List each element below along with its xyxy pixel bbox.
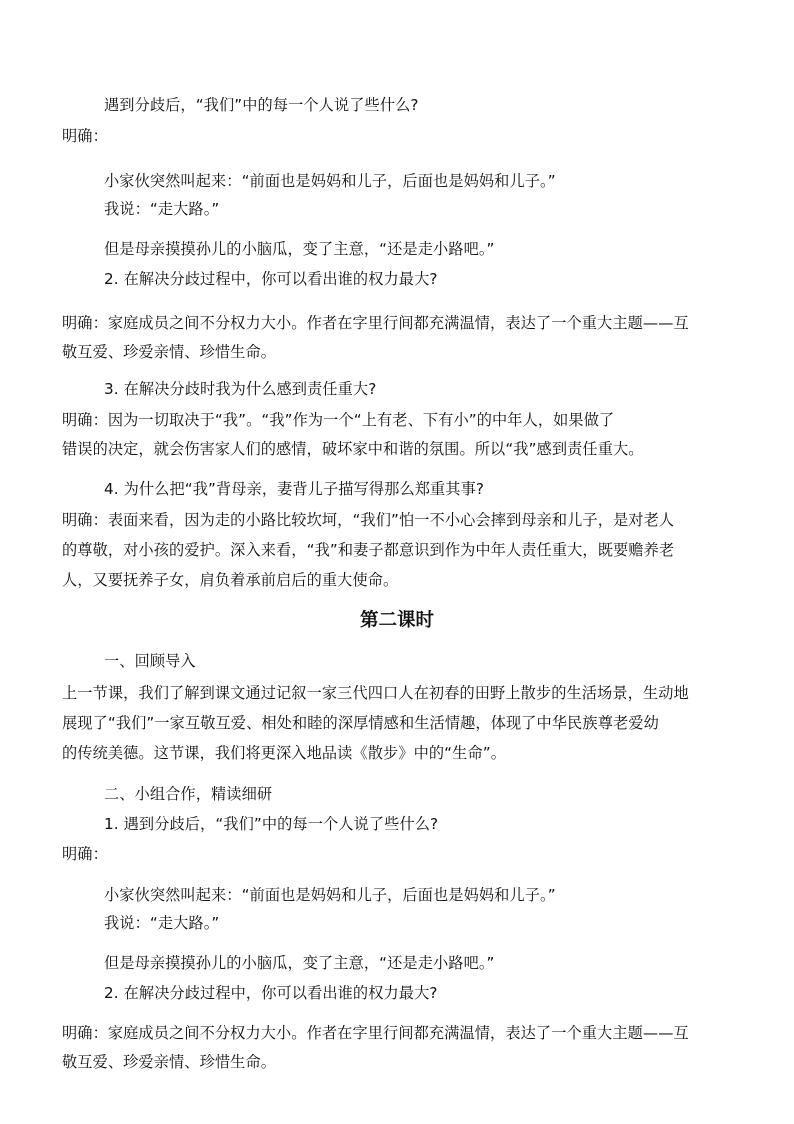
question-line: 1. 遇到分歧后，“我们”中的每一个人说了些什么? (104, 815, 439, 833)
answer-line: 明确：因为一切取决于“我”。“我”作为一个“上有老、下有小”的中年人，如果做了 (62, 411, 615, 429)
body-line: 的传统美德。这节课，我们将更深入地品读《散步》中的“生命”。 (62, 744, 506, 762)
body-line: 展现了“我们”一家互敬互爱、相处和睦的深厚情感和生活情趣，体现了中华民族尊老爱幼 (62, 714, 659, 732)
answer-line: 敬互爱、珍爱亲情、珍惜生命。 (62, 343, 277, 361)
quote-line: 但是母亲摸摸孙儿的小脑瓜，变了主意，“还是走小路吧。” (104, 954, 495, 972)
answer-line: 明确：家庭成员之间不分权力大小。作者在字里行间都充满温情，表达了一个重大主题——互 (62, 314, 689, 332)
answer-line: 错误的决定，就会伤害家人们的感情，破坏家中和谐的氛围。所以“我”感到责任重大。 (62, 440, 644, 458)
body-line: 上一节课，我们了解到课文通过记叙一家三代四口人在初春的田野上散步的生活场景，生动地 (62, 684, 689, 702)
answer-label: 明确： (62, 127, 108, 145)
quote-line: 但是母亲摸摸孙儿的小脑瓜，变了主意，“还是走小路吧。” (104, 240, 495, 258)
question-line: 遇到分歧后，“我们”中的每一个人说了些什么? (104, 96, 419, 114)
quote-line: 小家伙突然叫起来：“前面也是妈妈和儿子，后面也是妈妈和儿子。” (104, 886, 556, 904)
quote-line: 小家伙突然叫起来：“前面也是妈妈和儿子，后面也是妈妈和儿子。” (104, 172, 556, 190)
answer-line: 人，又要抚养子女，肩负着承前启后的重大使命。 (62, 571, 399, 589)
answer-line: 明确：表面来看，因为走的小路比较坎坷，“我们”怕一不小心会摔到母亲和儿子，是对老人 (62, 511, 675, 529)
answer-line: 的尊敬，对小孩的爱护。深入来看，“我”和妻子都意识到作为中年人责任重大，既要赡养老 (62, 541, 675, 559)
answer-line: 明确：家庭成员之间不分权力大小。作者在字里行间都充满温情，表达了一个重大主题——互 (62, 1024, 689, 1042)
section-title: 第二课时 (359, 610, 434, 631)
question-line: 2. 在解决分歧过程中，你可以看出谁的权力最大? (104, 270, 438, 288)
subsection-heading: 二、小组合作，精读细研 (104, 785, 273, 803)
question-line: 2. 在解决分歧过程中，你可以看出谁的权力最大? (104, 984, 438, 1002)
answer-label: 明确： (62, 845, 108, 863)
question-line: 4. 为什么把“我”背母亲，妻背儿子描写得那么郑重其事? (104, 480, 485, 498)
question-line: 3. 在解决分歧时我为什么感到责任重大? (104, 380, 377, 398)
subsection-heading: 一、回顾导入 (104, 652, 196, 670)
quote-line: 我说：“走大路。” (104, 200, 220, 218)
answer-line: 敬互爱、珍爱亲情、珍惜生命。 (62, 1053, 277, 1071)
quote-line: 我说：“走大路。” (104, 914, 220, 932)
